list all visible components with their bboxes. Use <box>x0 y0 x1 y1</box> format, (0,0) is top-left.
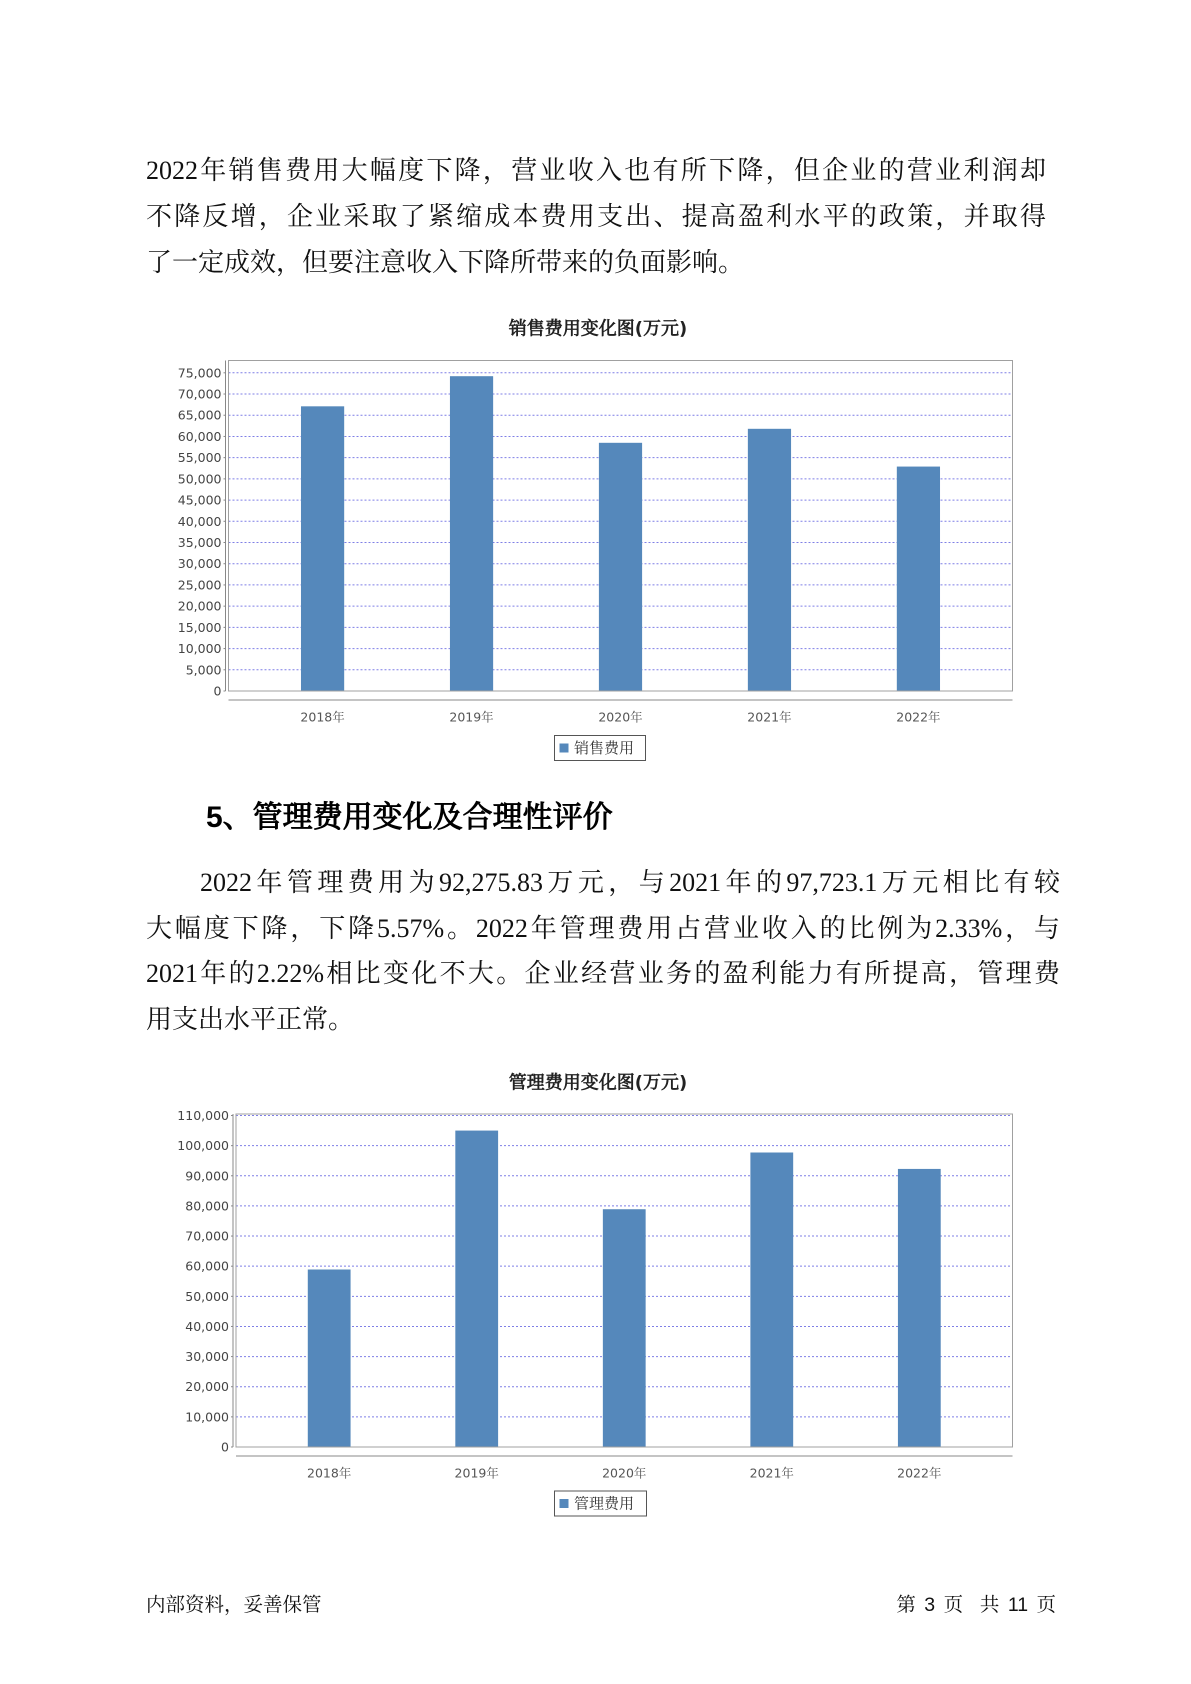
y-tick-label: 30,000 <box>177 556 222 572</box>
chart-title: 销售费用变化图(万元) <box>508 318 688 340</box>
admin-expense-paragraph <box>146 860 1060 1042</box>
y-tick-label: 10,000 <box>177 641 222 657</box>
y-tick-label: 30,000 <box>185 1349 229 1365</box>
y-tick-label: 90,000 <box>185 1168 229 1184</box>
y-tick-label: 45,000 <box>177 492 222 508</box>
y-tick-label: 20,000 <box>177 598 222 614</box>
y-tick-label: 15,000 <box>177 619 222 635</box>
y-tick-label: 60,000 <box>177 428 222 444</box>
y-tick-label: 5,000 <box>185 662 222 678</box>
page-number: 第 3 页 共 11 页 <box>896 1594 1056 1616</box>
x-tick-label: 2020年 <box>602 1465 647 1481</box>
x-tick-label: 2018年 <box>307 1465 352 1481</box>
y-tick-label: 65,000 <box>177 407 222 423</box>
paragraph-line: 2022年管理费用为92,275.83万元，与2021年的97,723.1万元相比有较 <box>200 868 1060 897</box>
y-tick-label: 110,000 <box>177 1108 229 1124</box>
sales-expense-paragraph <box>146 148 1046 286</box>
bar <box>455 1131 498 1447</box>
bar <box>603 1209 646 1447</box>
y-tick-label: 40,000 <box>177 513 222 529</box>
legend-swatch <box>560 1499 569 1508</box>
y-tick-label: 70,000 <box>185 1228 229 1244</box>
bar <box>301 406 344 691</box>
x-tick-label: 2021年 <box>749 1465 794 1481</box>
paragraph-line: 了一定成效，但要注意收入下降所带来的负面影响。 <box>146 248 745 277</box>
y-tick-label: 35,000 <box>177 535 222 551</box>
y-tick-label: 0 <box>213 683 222 699</box>
y-tick-label: 70,000 <box>177 386 222 402</box>
y-tick-label: 50,000 <box>177 471 222 487</box>
x-tick-label: 2022年 <box>896 709 941 725</box>
confidentiality-note: 内部资料，妥善保管 <box>146 1594 322 1616</box>
y-tick-label: 75,000 <box>177 365 222 381</box>
x-tick-label: 2020年 <box>598 709 643 725</box>
y-tick-label: 20,000 <box>185 1379 229 1395</box>
paragraph-line: 2022年销售费用大幅度下降，营业收入也有所下降，但企业的营业利润却 <box>146 156 1046 185</box>
bar <box>898 1169 941 1447</box>
y-tick-label: 50,000 <box>185 1288 229 1304</box>
y-tick-label: 40,000 <box>185 1318 229 1334</box>
x-tick-label: 2018年 <box>300 709 345 725</box>
y-tick-label: 55,000 <box>177 450 222 466</box>
legend-swatch <box>560 744 569 753</box>
admin-expense-chart-svg <box>0 1060 1191 1530</box>
y-tick-label: 25,000 <box>177 577 222 593</box>
bar <box>748 429 791 691</box>
x-tick-label: 2019年 <box>449 709 494 725</box>
bar <box>599 443 642 691</box>
bar <box>308 1270 351 1447</box>
y-tick-label: 0 <box>221 1439 229 1455</box>
x-tick-label: 2022年 <box>897 1465 942 1481</box>
section-heading: 5、管理费用变化及合理性评价 <box>206 801 613 834</box>
x-tick-label: 2019年 <box>454 1465 499 1481</box>
y-tick-label: 10,000 <box>185 1409 229 1425</box>
x-tick-label: 2021年 <box>747 709 792 725</box>
paragraph-line: 不降反增，企业采取了紧缩成本费用支出、提高盈利水平的政策，并取得 <box>146 202 1046 231</box>
paragraph-line: 2021年的2.22%相比变化不大。企业经营业务的盈利能力有所提高，管理费 <box>146 959 1060 988</box>
admin-expense-chart <box>0 1060 1191 1530</box>
paragraph-line: 大幅度下降，下降5.57%。2022年管理费用占营业收入的比例为2.33%，与 <box>146 913 1060 943</box>
chart-title: 管理费用变化图(万元) <box>508 1072 688 1094</box>
legend-label: 管理费用 <box>574 1494 635 1513</box>
bar <box>750 1153 793 1447</box>
y-tick-label: 60,000 <box>185 1258 229 1274</box>
sales-expense-chart <box>0 300 1191 775</box>
paragraph-line: 用支出水平正常。 <box>146 1004 355 1034</box>
y-tick-label: 80,000 <box>185 1198 229 1214</box>
bar <box>450 376 493 691</box>
y-tick-label: 100,000 <box>177 1138 229 1154</box>
legend-label: 销售费用 <box>574 739 635 757</box>
bar <box>897 467 940 691</box>
sales-expense-chart-svg <box>0 300 1191 775</box>
